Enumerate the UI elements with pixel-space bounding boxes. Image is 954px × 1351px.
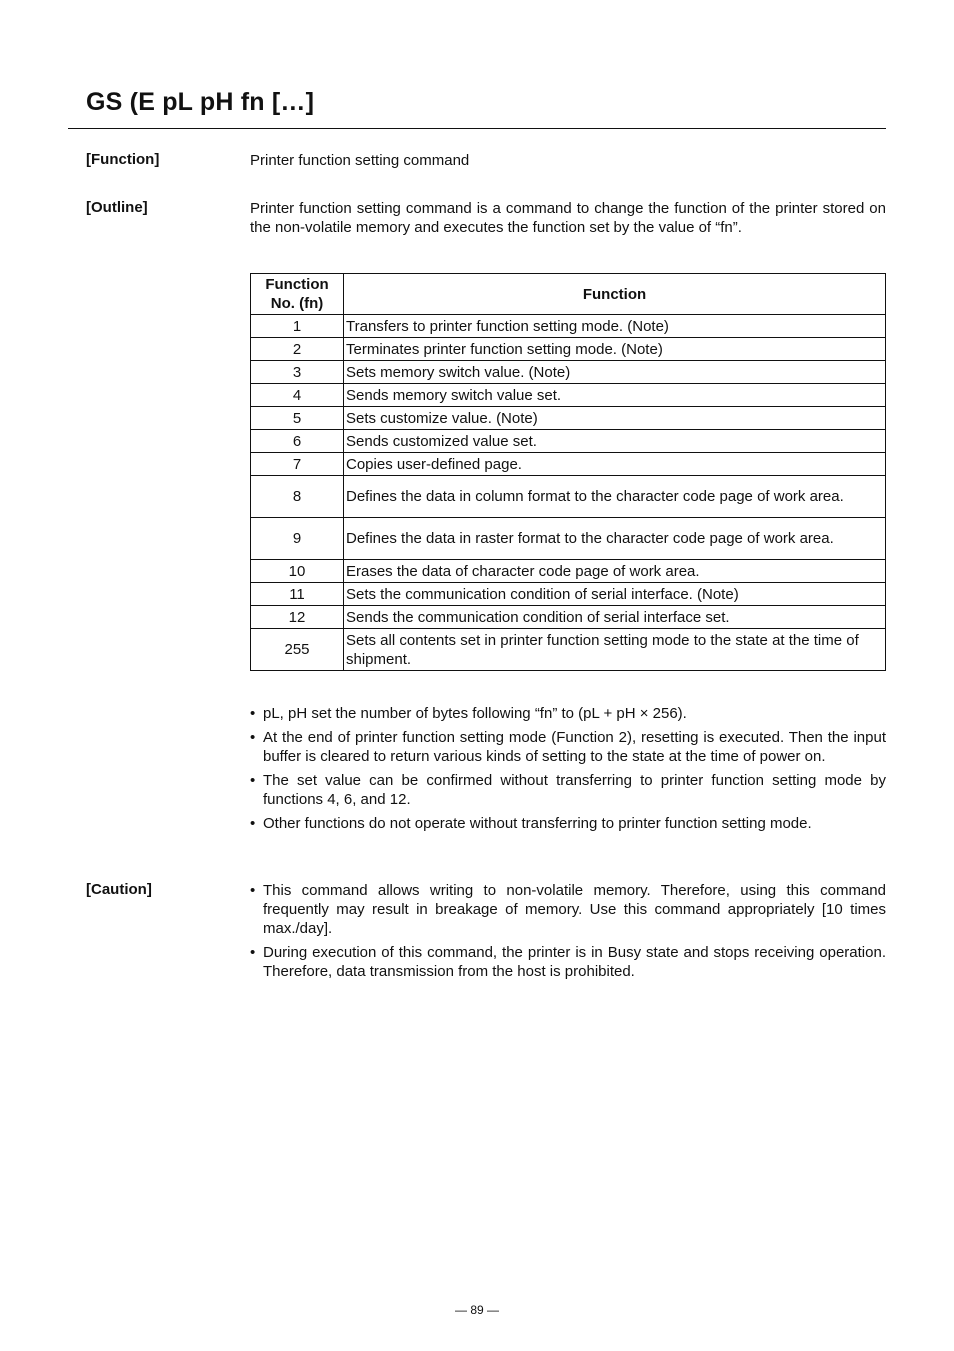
- header-function-no: Function No. (fn): [251, 274, 344, 315]
- function-desc: Sends memory switch value set.: [344, 384, 886, 407]
- function-no: 10: [251, 560, 344, 583]
- header-function: Function: [344, 274, 886, 315]
- function-desc: Sends customized value set.: [344, 430, 886, 453]
- caution-list: [250, 881, 886, 986]
- function-desc: Transfers to printer function setting mode. (Note): [344, 315, 886, 338]
- outline-text: Printer function setting command is a command to change the function of the printer stored on the non-volatile memory and executes the function set by the value of “fn”.: [250, 200, 886, 236]
- table-row: [251, 384, 886, 407]
- function-no: 7: [251, 453, 344, 476]
- function-label: [Function]: [86, 151, 160, 168]
- function-no: 11: [251, 583, 344, 606]
- notes-list: [250, 704, 886, 838]
- function-no: 3: [251, 361, 344, 384]
- caution-label: [Caution]: [86, 881, 152, 898]
- table-row: [251, 338, 886, 361]
- table-row: [251, 453, 886, 476]
- table-row: [251, 430, 886, 453]
- list-item: • Other functions do not operate without transferring to printer function setting mode.: [250, 814, 886, 833]
- function-no: 4: [251, 384, 344, 407]
- function-desc: Sets customize value. (Note): [344, 407, 886, 430]
- list-item: • This command allows writing to non-volatile memory. Therefore, using this command frequently may result in breakage of memory. Use this command appropriately [10 times max./day].: [250, 881, 886, 938]
- function-no: 1: [251, 315, 344, 338]
- table-row: [251, 560, 886, 583]
- function-desc: Copies user-defined page.: [344, 453, 886, 476]
- table-row: [251, 518, 886, 560]
- table-row: [251, 583, 886, 606]
- table-row: [251, 476, 886, 518]
- list-item: • The set value can be confirmed without transferring to printer function setting mode by functions 4, 6, and 12.: [250, 771, 886, 809]
- page-title: GS (E pL pH fn […]: [86, 88, 315, 116]
- function-desc: Defines the data in column format to the character code page of work area.: [344, 476, 886, 518]
- function-desc: Erases the data of character code page of work area.: [344, 560, 886, 583]
- function-no: 5: [251, 407, 344, 430]
- list-item: • During execution of this command, the printer is in Busy state and stops receiving operation. Therefore, data transmission from the host is prohibited.: [250, 943, 886, 981]
- function-desc: Sends the communication condition of serial interface set.: [344, 606, 886, 629]
- function-desc: Defines the data in raster format to the character code page of work area.: [344, 518, 886, 560]
- function-desc: Sets the communication condition of serial interface. (Note): [344, 583, 886, 606]
- function-no: 255: [251, 629, 344, 671]
- table-row: [251, 407, 886, 430]
- table-row: [251, 629, 886, 671]
- table-row: [251, 315, 886, 338]
- function-no: 2: [251, 338, 344, 361]
- function-table: [250, 273, 886, 671]
- function-no: 12: [251, 606, 344, 629]
- table-row: [251, 606, 886, 629]
- function-desc: Sets memory switch value. (Note): [344, 361, 886, 384]
- title-rule: [68, 128, 886, 129]
- list-item: • pL, pH set the number of bytes following “fn” to (pL + pH × 256).: [250, 704, 886, 723]
- function-no: 8: [251, 476, 344, 518]
- function-desc: Sets all contents set in printer function setting mode to the state at the time of shipment.: [344, 629, 886, 671]
- function-no: 6: [251, 430, 344, 453]
- page-number: — 89 —: [454, 1303, 499, 1317]
- table-header-row: [251, 274, 886, 315]
- list-item: • At the end of printer function setting mode (Function 2), resetting is executed. Then the input buffer is cleared to return various kinds of setting to the state at the time of power on.: [250, 728, 886, 766]
- function-desc: Terminates printer function setting mode. (Note): [344, 338, 886, 361]
- outline-label: [Outline]: [86, 199, 148, 216]
- function-no: 9: [251, 518, 344, 560]
- function-text: Printer function setting command: [250, 152, 470, 169]
- table-row: [251, 361, 886, 384]
